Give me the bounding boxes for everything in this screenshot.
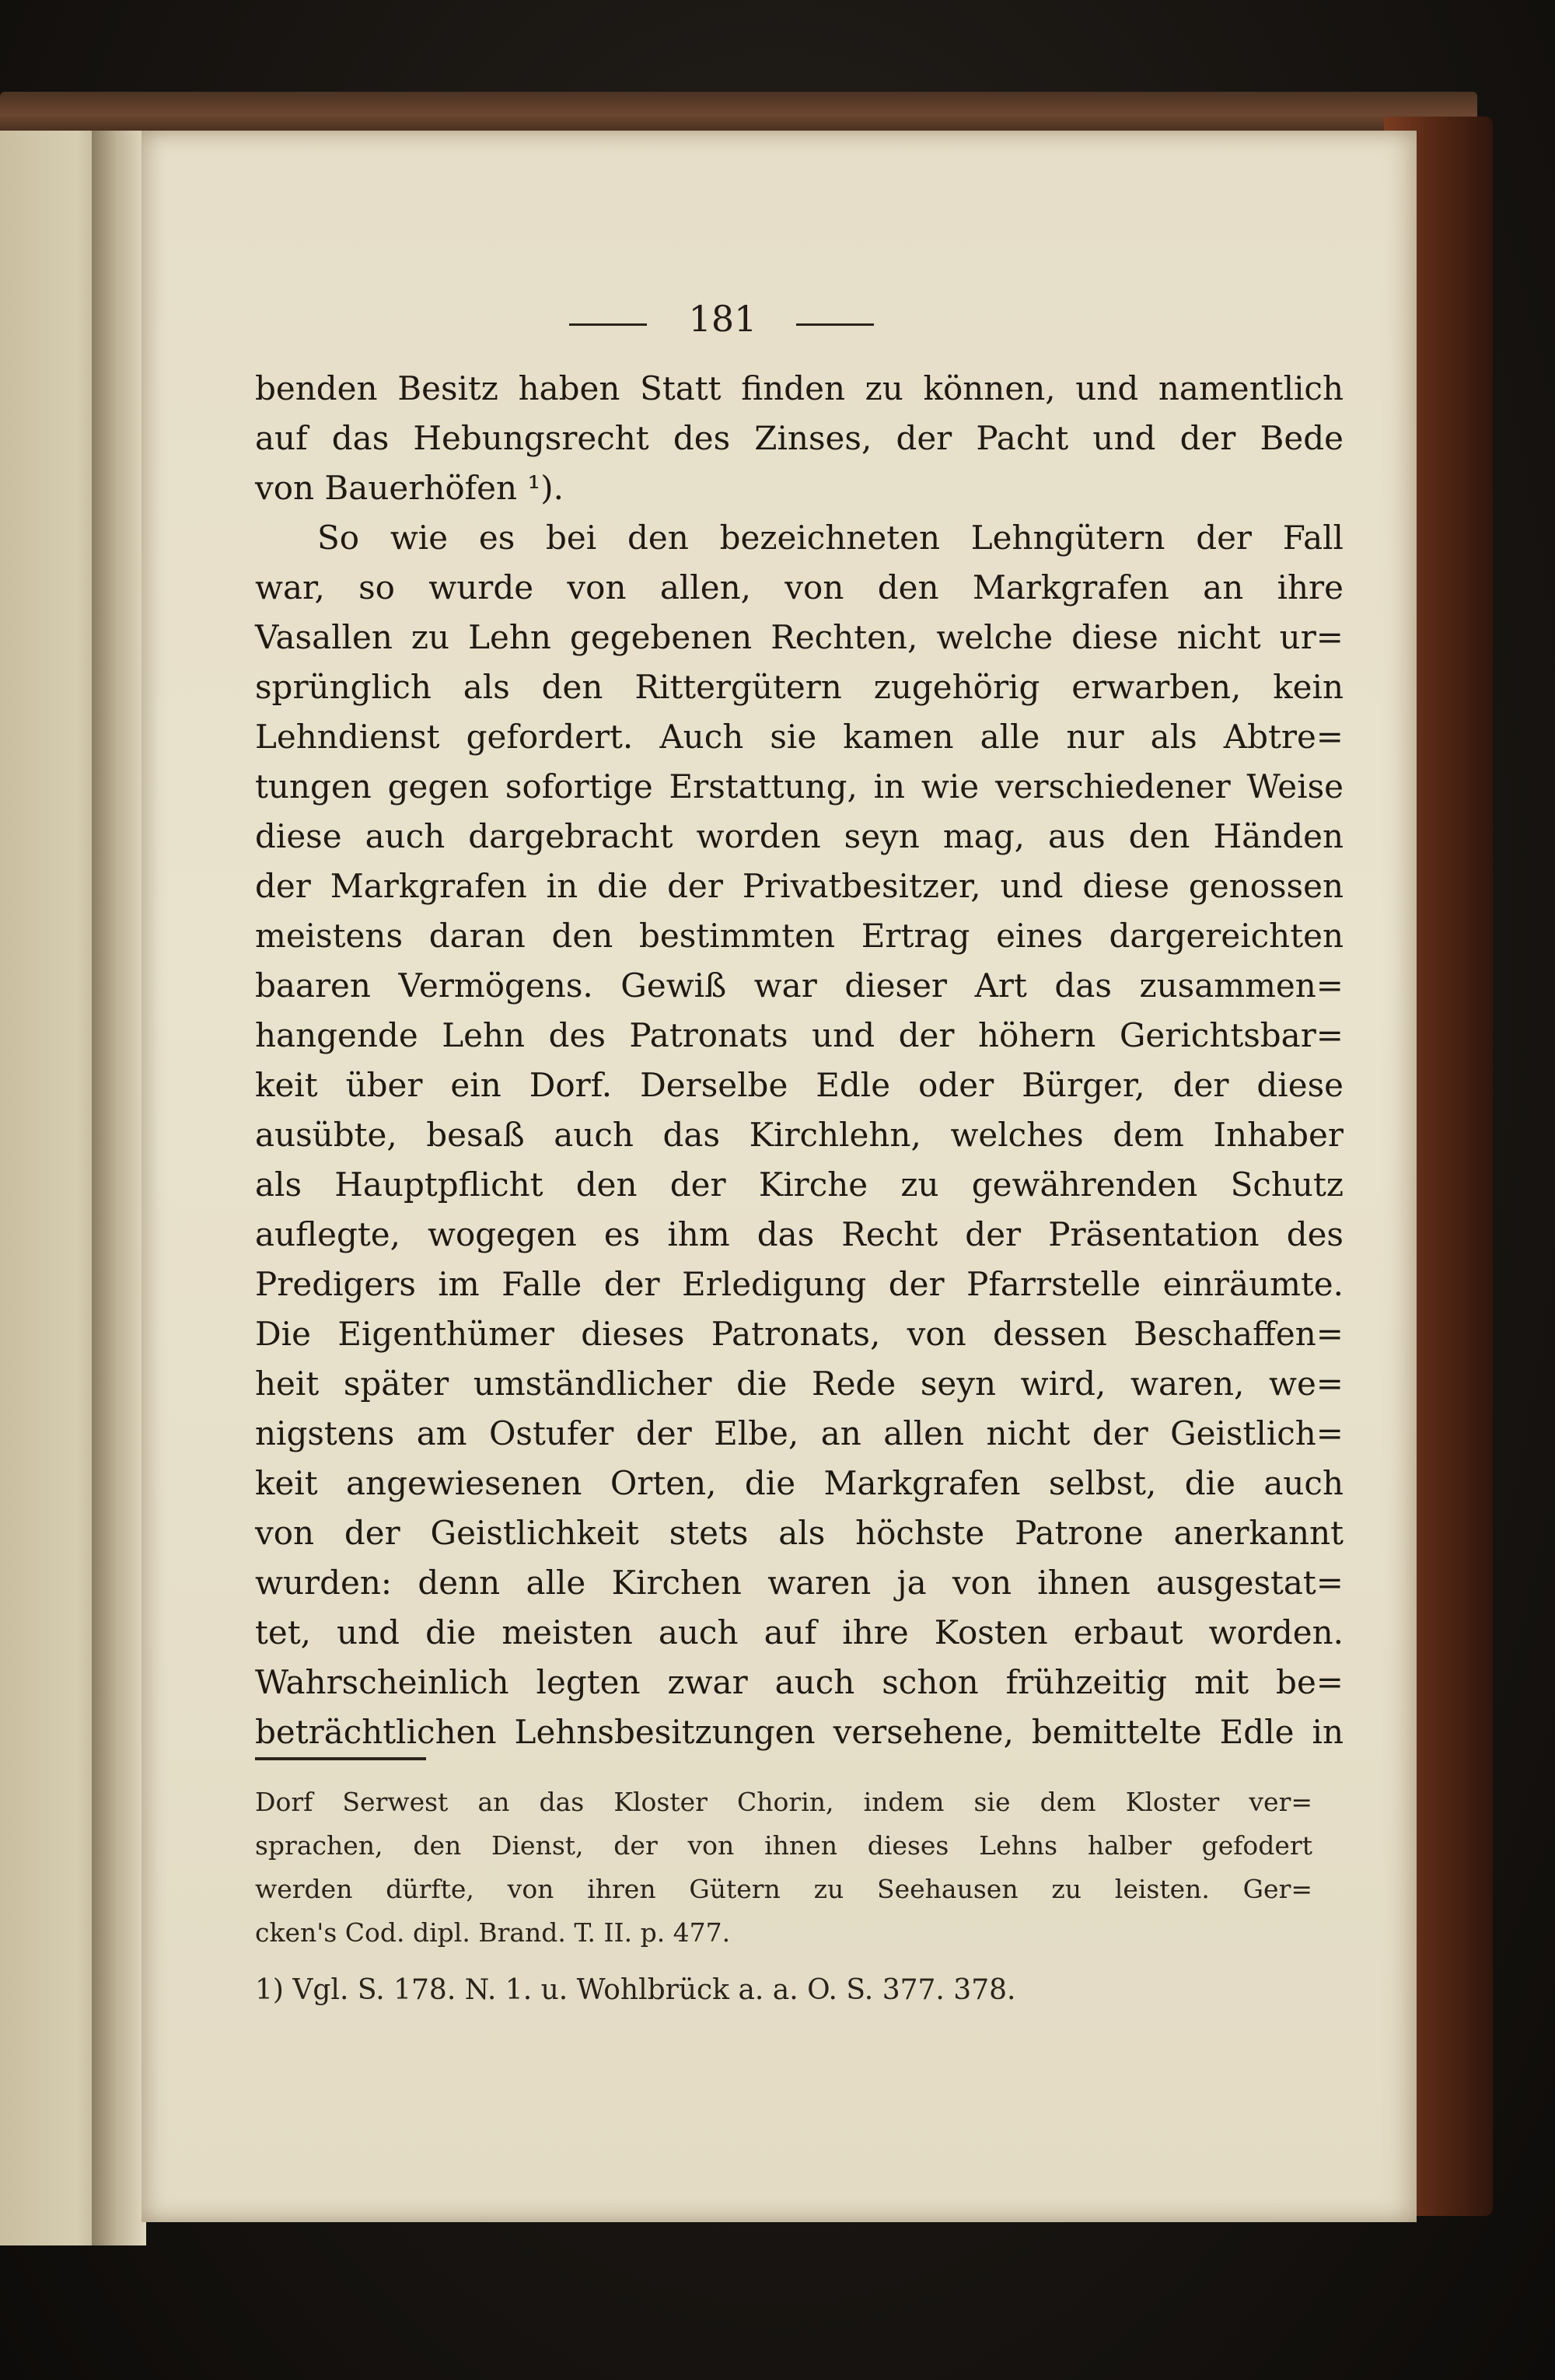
text-line: keit über ein Dorf. Derselbe Edle oder Bürger, der diese [255,1066,1344,1104]
body-text [255,364,1344,1757]
text-line: Lehndienst gefordert. Auch sie kamen alle nur als Abtre= [255,718,1344,756]
text-line: sprünglich als den Rittergütern zugehörig erwarben, kein [255,668,1344,706]
text-line: tet, und die meisten auch auf ihre Kosten erbaut worden. [255,1613,1344,1651]
text-line: diese auch dargebracht worden seyn mag, aus den Händen [255,817,1344,855]
header-rule-left [569,323,647,326]
page-header [142,298,1417,344]
text-line: heit später umständlicher die Rede seyn wird, waren, we= [255,1365,1344,1403]
text-line: meistens daran den bestimmten Ertrag eines dargereichten [255,917,1344,955]
book-gutter [92,131,146,2245]
footnote-1: 1) Vgl. S. 178. N. 1. u. Wohlbrück a. a. O. S. 377. 378. [255,1974,1016,2006]
text-line: ausübte, besaß auch das Kirchlehn, welches dem Inhaber [255,1116,1344,1154]
text-line: keit angewiesenen Orten, die Markgrafen selbst, die auch [255,1464,1344,1502]
text-line: wurden: denn alle Kirchen waren ja von ihnen ausgestat= [255,1564,1344,1602]
text-line: als Hauptpflicht den der Kirche zu gewährenden Schutz [255,1166,1344,1204]
footnote-line: werden dürfte, von ihren Gütern zu Seehausen zu leisten. Ger= [255,1874,1312,1904]
text-line: nigstens am Ostufer der Elbe, an allen nicht der Geistlich= [255,1414,1344,1452]
footnote-line: Dorf Serwest an das Kloster Chorin, indem sie dem Kloster ver= [255,1787,1312,1817]
footnotes [255,1781,1312,2012]
text-line: Predigers im Falle der Erledigung der Pfarrstelle einräumte. [255,1265,1344,1303]
text-line: der Markgrafen in die der Privatbesitzer, und diese genossen [255,867,1344,905]
text-line: beträchtlichen Lehnsbesitzungen versehene, bemittelte Edle in [255,1713,1344,1751]
text-line: tungen gegen sofortige Erstattung, in wie verschiedener Weise [255,767,1344,806]
text-line: Wahrscheinlich legten zwar auch schon frühzeitig mit be= [255,1663,1344,1701]
text-line: So wie es bei den bezeichneten Lehngütern der Fall [317,519,1344,557]
text-line: benden Besitz haben Statt finden zu können, und namentlich [255,369,1344,407]
footnote-line: cken's Cod. dipl. Brand. T. II. p. 477. [255,1917,731,1948]
page-number: 181 [688,298,757,340]
text-line: hangende Lehn des Patronats und der höhern Gerichtsbar= [255,1016,1344,1054]
text-line: auf das Hebungsrecht des Zinses, der Pacht und der Bede [255,419,1344,457]
book-page [142,131,1417,2222]
text-line: Die Eigenthümer dieses Patronats, von dessen Beschaffen= [255,1315,1344,1353]
text-line: auflegte, wogegen es ihm das Recht der Präsentation des [255,1215,1344,1253]
text-line: Vasallen zu Lehn gegebenen Rechten, welche diese nicht ur= [255,618,1344,656]
text-line: war, so wurde von allen, von den Markgrafen an ihre [255,568,1344,606]
text-line: von Bauerhöfen ¹). [255,469,564,507]
footnote-line: sprachen, den Dienst, der von ihnen dieses Lehns halber gefodert [255,1830,1312,1861]
header-rule-right [796,323,874,326]
text-line: baaren Vermögens. Gewiß war dieser Art das zusammen= [255,966,1344,1005]
text-line: von der Geistlichkeit stets als höchste Patrone anerkannt [255,1514,1344,1552]
footnote-rule [255,1757,426,1760]
